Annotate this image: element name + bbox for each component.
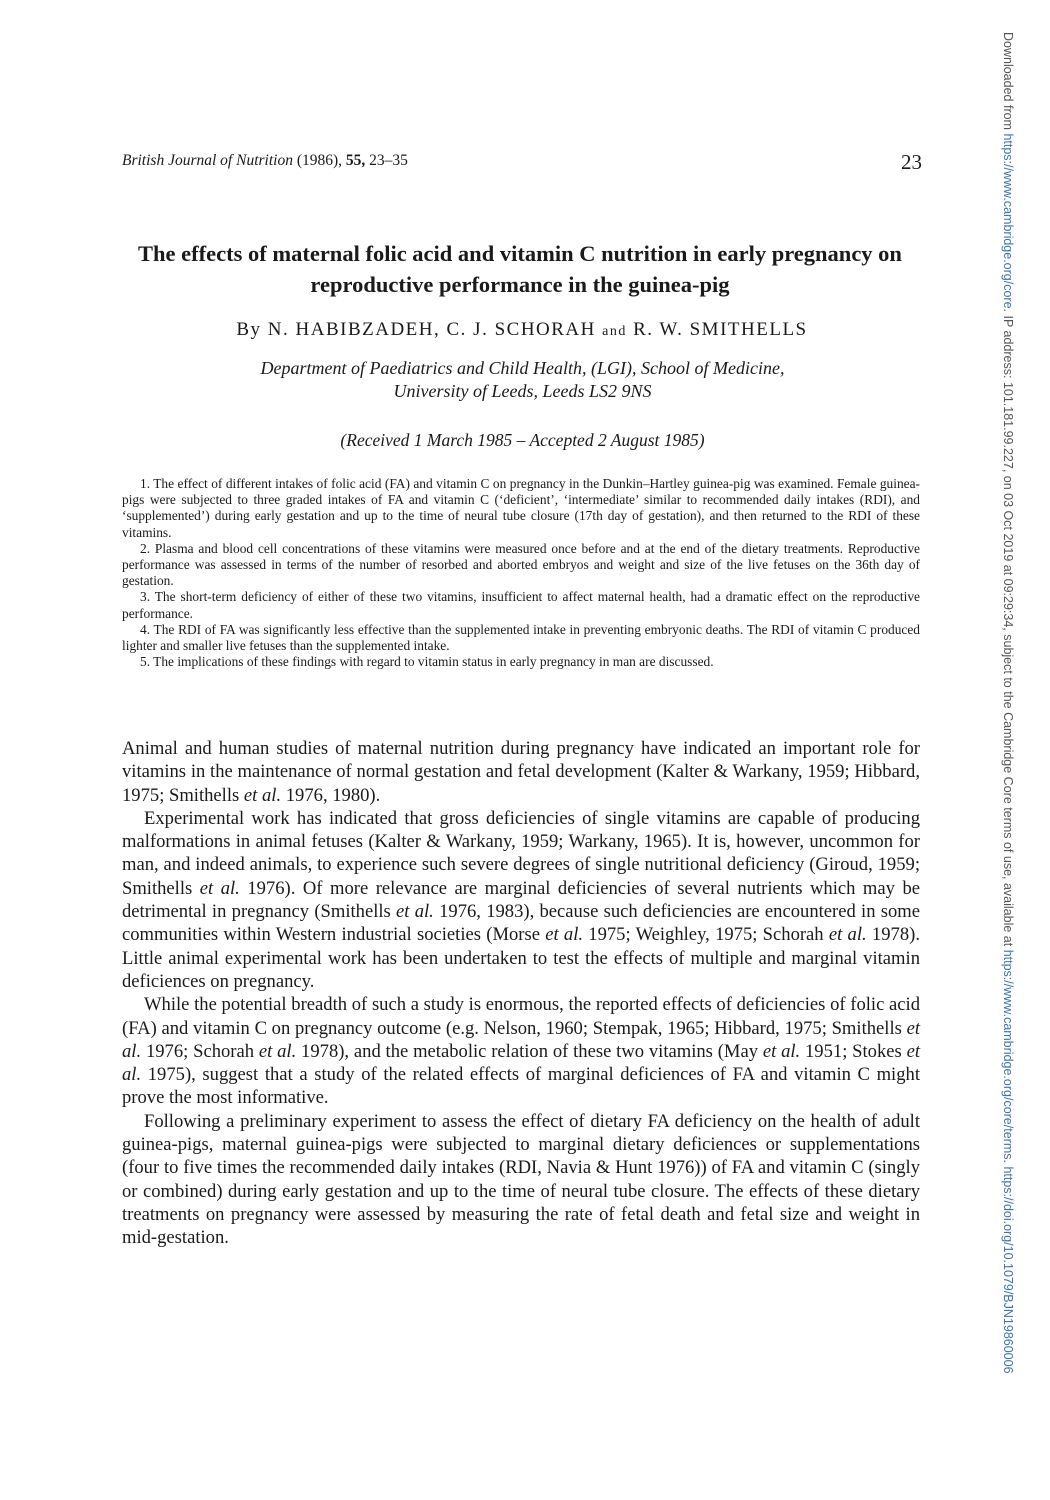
body-p2-etal-1: et al. bbox=[199, 877, 240, 899]
affiliation-line-2: University of Leeds, Leeds LS2 9NS bbox=[393, 381, 652, 401]
affiliation-line-1: Department of Paediatrics and Child Health, (LGI), School of Medicine, bbox=[260, 358, 785, 378]
affiliation bbox=[130, 357, 915, 403]
abstract-point-1: 1. The effect of different intakes of folic acid (FA) and vitamin C on pregnancy in the Dunkin–Hartley guinea-pig was examined. Female guinea-pigs were subjected to three graded intakes of FA and vitamin C (‘deficient’, ‘intermediate’ similar to recommended daily intakes (RDI), and ‘supplemented’) during early gestation and up to the time of neural tube closure (17th day of gestation), and then returned to the RDI of these vitamins. bbox=[122, 476, 920, 540]
body-p2-c: 1976, 1983), because such deficiencies are encountered in some communities within Western industrial societies (Morse bbox=[122, 901, 920, 946]
abstract-point-3: 3. The short-term deficiency of either of these two vitamins, insufficient to affect maternal health, had a dramatic effect on the reproductive performance. bbox=[122, 589, 920, 621]
download-notice-text-2: . IP address: 101.181.99.227, on 03 Oct 2019 at 09:29:34, subject to the Cambridge Core terms of use, available at bbox=[1001, 308, 1015, 950]
body-p2-e: 1978). Little animal experimental work has been undertaken to test the effects of multiple and marginal vitamin deficiences on pregnancy. bbox=[122, 924, 920, 992]
body-p3-d: 1951; Stokes bbox=[800, 1040, 907, 1062]
journal-year: (1986), bbox=[296, 152, 343, 169]
body-p3-etal-1: et al. bbox=[122, 1017, 920, 1062]
body-p2-a: Experimental work has indicated that gross deficiencies of single vitamins are capable of producing malformations in animal fetuses (Kalter & Warkany, 1959; Warkany, 1965). It is, however, uncommon for man, and indeed animals, to experience such severe degrees of single nutritional deficiency (Giroud, 1959; Smithells bbox=[122, 807, 920, 899]
journal-citation bbox=[122, 152, 408, 170]
journal-name: British Journal of Nutrition bbox=[122, 152, 293, 169]
doi-link[interactable]: https://doi.org/10.1079/BJN19860006 bbox=[1001, 1166, 1015, 1374]
body-p3-etal-4: et al. bbox=[122, 1040, 921, 1086]
abstract-point-2: 2. Plasma and blood cell concentrations of these vitamins were measured once before and at the end of the dietary treatments. Reproductive performance was assessed in terms of the number of resorbed and aborted embryos and weight and size of the live fetuses on the 36th day of gestation. bbox=[122, 540, 920, 589]
download-notice bbox=[995, 32, 1015, 1472]
body-p2-etal-2: et al. bbox=[396, 901, 434, 923]
body-p1-etal-1: et al. bbox=[243, 784, 282, 806]
received-dates: (Received 1 March 1985 – Accepted 2 August 1985) bbox=[340, 430, 705, 450]
body-p2-d: 1975; Weighley, 1975; Schorah bbox=[583, 924, 829, 946]
body-p2-b: 1976). Of more relevance are marginal deficiencies of several nutrients which may be detrimental in pregnancy (Smithells bbox=[122, 877, 921, 923]
authors-names-2: R. W. SMITHELLS bbox=[633, 319, 808, 340]
journal-pages: 23–35 bbox=[369, 152, 408, 169]
body-p1-b: 1976, 1980). bbox=[281, 784, 381, 806]
body-p2-etal-3: et al. bbox=[545, 924, 584, 946]
journal-volume: 55, bbox=[345, 152, 366, 169]
body-p1-a: Animal and human studies of maternal nutrition during pregnancy have indicated an important role for vitamins in the maintenance of normal gestation and fetal development (Kalter & Warkany, 1959; Hibbard, 1975; Smithells bbox=[122, 738, 920, 806]
paper-title: The effects of maternal folic acid and vitamin C nutrition in early pregnancy on reproductive performance in the guinea-pig bbox=[138, 241, 902, 297]
body-p2-etal-4: et al. bbox=[828, 924, 867, 946]
download-notice-text-3: . bbox=[1001, 1159, 1015, 1167]
authors-and: and bbox=[602, 324, 627, 339]
body-p3-a: While the potential breadth of such a study is enormous, the reported effects of deficiencies of folic acid (FA) and vitamin C on pregnancy outcome (e.g. Nelson, 1960; Stempak, 1965; Hibbard, 1975; Smithells bbox=[122, 994, 920, 1039]
body-paragraph-3 bbox=[122, 993, 920, 1109]
authors-by: By bbox=[236, 319, 262, 340]
running-head bbox=[122, 150, 922, 176]
body-p3-c: 1978), and the metabolic relation of these two vitamins (May bbox=[296, 1040, 763, 1062]
body-text bbox=[122, 737, 920, 1250]
page-number: 23 bbox=[901, 150, 922, 174]
body-p3-b: 1976; Schorah bbox=[141, 1040, 259, 1062]
abstract-point-4: 4. The RDI of FA was significantly less effective than the supplemented intake in preventing embryonic deaths. The RDI of vitamin C produced lighter and smaller live fetuses than the supplemented intake. bbox=[122, 621, 920, 654]
cambridge-core-link[interactable]: https://www.cambridge.org/core bbox=[1001, 133, 1015, 309]
body-paragraph-4: Following a preliminary experiment to assess the effect of dietary FA deficiency on the health of adult guinea-pigs, maternal guinea-pigs were subjected to marginal dietary deficiences or supplementations (four to five times the recommended daily intakes (RDI, Navia & Hunt 1976)) of FA and vitamin C (singly or combined) during early gestation and up to the time of neural tube closure. The effects of these dietary treatments on pregnancy were assessed by measuring the rate of fetal death and fetal size and weight in mid-gestation. bbox=[122, 1110, 920, 1249]
body-p3-e: 1975), suggest that a study of the related effects of marginal deficiences of FA and vitamin C might prove the most informative. bbox=[122, 1064, 920, 1109]
body-p3-etal-2: et al. bbox=[258, 1040, 297, 1062]
author-line bbox=[122, 319, 922, 341]
abstract bbox=[122, 476, 920, 670]
body-paragraph-1 bbox=[122, 737, 920, 807]
authors-names-1: N. HABIBZADEH, C. J. SCHORAH bbox=[267, 319, 596, 340]
body-p3-etal-3: et al. bbox=[762, 1040, 801, 1062]
terms-link[interactable]: https://www.cambridge.org/core/terms bbox=[1001, 949, 1015, 1160]
abstract-point-5: 5. The implications of these findings with regard to vitamin status in early pregnancy in man are discussed. bbox=[140, 654, 714, 670]
download-notice-text-1: Downloaded from bbox=[1001, 32, 1015, 134]
body-paragraph-2 bbox=[122, 807, 920, 993]
